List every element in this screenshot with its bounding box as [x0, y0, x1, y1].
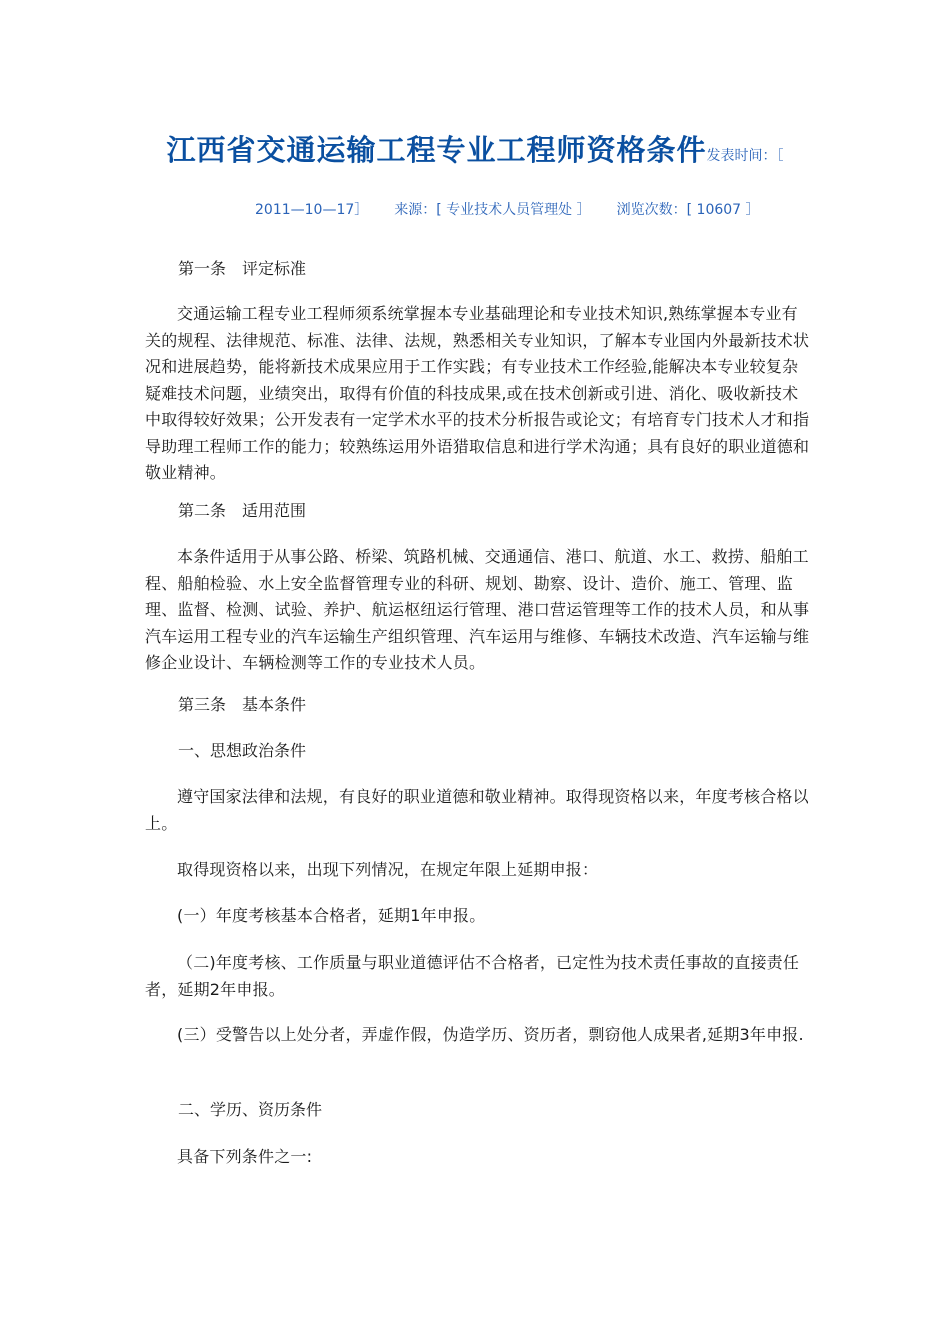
- delay-intro-paragraph: 取得现资格以来，出现下列情况，在规定年限上延期申报：: [177, 860, 599, 879]
- delay-item-1: (一）年度考核基本合格者，延期1年申报。: [177, 906, 486, 925]
- publish-time-label: 发表时间：［: [706, 148, 784, 164]
- political-conditions-paragraph: 遵守国家法律和法规，有良好的职业道德和敬业精神。取得现资格以来，年度考核合格以上。: [145, 787, 809, 833]
- title-line: [0, 128, 950, 169]
- document-title: 江西省交通运输工程专业工程师资格条件: [166, 133, 707, 167]
- article-3-heading: 第三条 基本条件: [178, 695, 307, 714]
- delay-item-3: (三）受警告以上处分者，弄虚作假，伪造学历、资历者，剽窃他人成果者,延期3年申报.: [177, 1025, 804, 1044]
- meta-line: [255, 199, 760, 219]
- education-heading: 二、学历、资历条件: [178, 1100, 323, 1119]
- education-intro: 具备下列条件之一:: [177, 1147, 313, 1166]
- delay-item-2: （二)年度考核、工作质量与职业道德评估不合格者，已定性为技术责任事故的直接责任者，延期2年申报。: [145, 953, 800, 999]
- article-2-body: 本条件适用于从事公路、桥梁、筑路机械、交通通信、港口、航道、水工、救捞、船舶工程、船舶检验、水上安全监督管理专业的科研、规划、勘察、设计、造价、施工、管理、监理、监督、检测、试验、养护、航运枢纽运行管理、港口营运管理等工作的技术人员，和从事汽车运用工程专业的汽车运输生产组织管理、汽车运用与维修、车辆技术改造、汽车运输与维修企业设计、车辆检测等工作的专业技术人员。: [145, 547, 810, 672]
- publish-date: 2011—10—17］: [255, 202, 369, 218]
- article-1-body: 交通运输工程专业工程师须系统掌握本专业基础理论和专业技术知识,熟练掌握本专业有关的规程、法律规范、标准、法律、法规，熟悉相关专业知识，了解本专业国内外最新技术状况和进展趋势，能将新技术成果应用于工作实践；有专业技术工作经验,能解决本专业较复杂疑难技术问题，业绩突出，取得有价值的科技成果,或在技术创新或引进、消化、吸收新技术中取得较好效果；公开发表有一定学术水平的技术分析报告或论文；有培育专门技术人才和指导助理工程师工作的能力；较熟练运用外语猎取信息和进行学术沟通；具有良好的职业道德和敬业精神。: [145, 304, 810, 482]
- source-info: 来源：[ 专业技术人员管理处 ］: [394, 202, 591, 218]
- article-1-heading: 第一条 评定标准: [178, 259, 307, 278]
- political-conditions-heading: 一、思想政治条件: [178, 741, 307, 760]
- view-count: 浏览次数：[ 10607 ］: [616, 202, 760, 218]
- article-2-heading: 第二条 适用范围: [178, 501, 307, 520]
